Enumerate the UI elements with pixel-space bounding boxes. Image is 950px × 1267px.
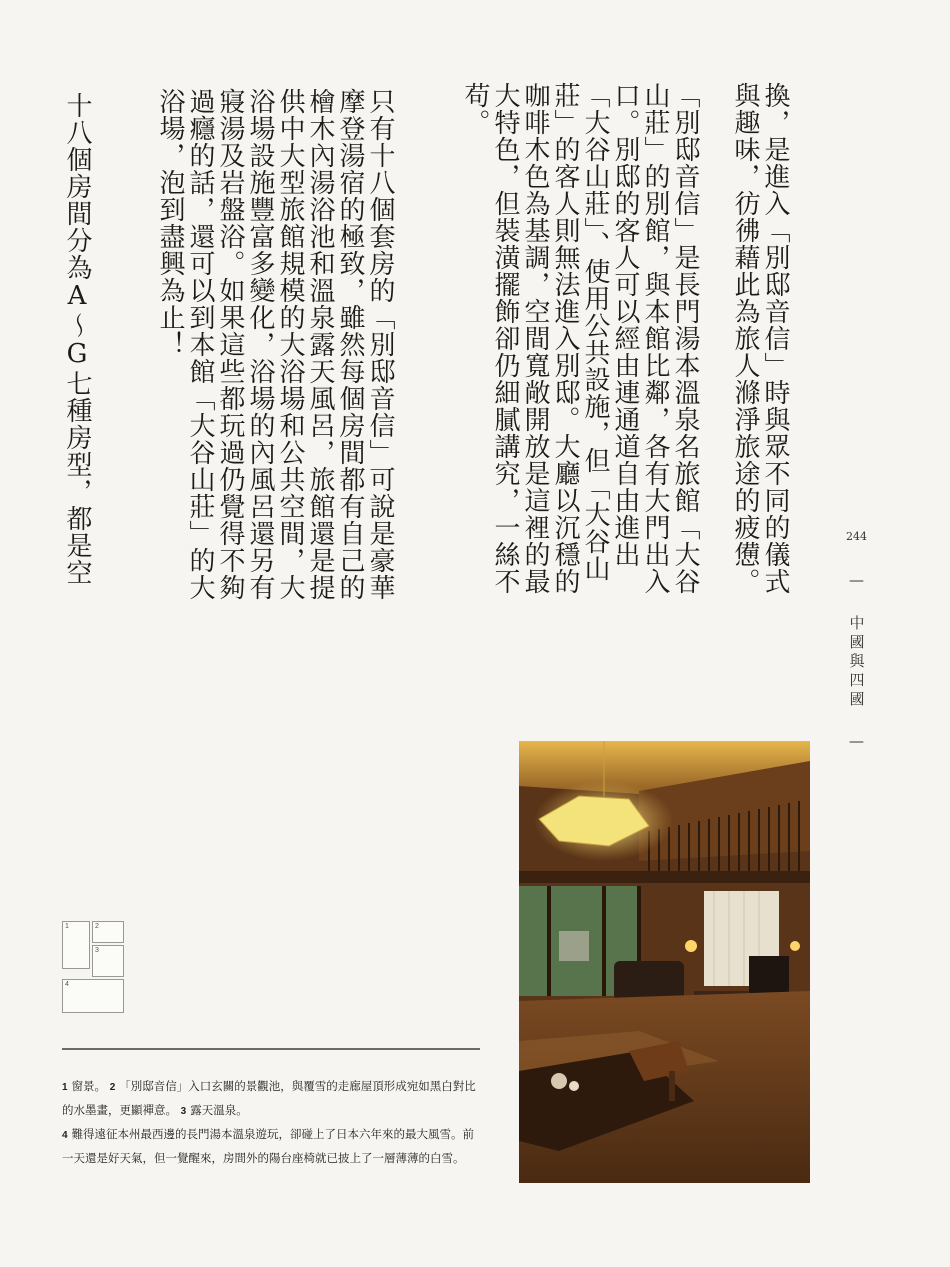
thumb-2: 2 xyxy=(92,921,124,943)
text-column: 莊」的客人則無法進入別邸。大廳以沉穩的 xyxy=(550,82,580,595)
page-number: 244 xyxy=(846,530,867,543)
text-column: 與趣味，彷彿藉此為旅人滌淨旅途的疲憊。 xyxy=(730,82,760,595)
text-column: 咖啡木色為基調，空間寬敞開放是這裡的最 xyxy=(520,82,550,595)
text-column: 口。別邸的客人可以經由連通道自由進出 xyxy=(610,82,640,568)
text-block-left xyxy=(58,92,92,586)
caption-number: 1 xyxy=(62,1082,68,1093)
text-column: 苟。 xyxy=(460,82,490,136)
caption-divider xyxy=(62,1048,480,1050)
thumb-3: 3 xyxy=(92,945,124,977)
text-column: 「別邸音信」是長門湯本溫泉名旅館「大谷 xyxy=(670,82,700,595)
caption-text: 窗景。 xyxy=(71,1079,107,1093)
thumb-4: 4 xyxy=(62,979,124,1013)
text-column: 浴場設施豐富多變化，浴場的內風呂還另有 xyxy=(245,88,275,601)
text-column: 山莊」的別館，與本館比鄰，各有大門出入 xyxy=(640,82,670,595)
text-column: 只有十八個套房的「別邸音信」可說是豪華 xyxy=(365,88,395,601)
caption-number: 4 xyxy=(62,1130,68,1141)
text-column: 「大谷山莊」、使用公共設施，但「大谷山 xyxy=(580,82,610,582)
photo-captions xyxy=(62,1075,484,1169)
thumb-1: 1 xyxy=(62,921,90,969)
caption-text: 「別邸音信」入口玄關的景觀池，與覆雪的走廊屋頂形成宛如黑白對比的水墨畫，更顯禪意。 xyxy=(62,1079,476,1117)
caption-number: 2 xyxy=(109,1082,116,1093)
text-column: 摩登湯宿的極致，雖然每個房間都有自己的 xyxy=(335,88,365,601)
text-block-top xyxy=(440,82,790,595)
text-column: 換，是進入「別邸音信」時與眾不同的儀式 xyxy=(760,82,790,595)
caption-text: 難得遠征本州最西邊的長門湯本溫泉遊玩，卻碰上了日本六年來的最大風雪。前一天還是好天氣，但一覺醒來，房間外的陽台座椅就已披上了一層薄薄的白雪。 xyxy=(62,1127,475,1165)
text-column: 寢湯及岩盤浴。如果這些都玩過仍覺得不夠 xyxy=(215,88,245,601)
text-column: 浴場，泡到盡興為止！ xyxy=(155,88,185,358)
section-title: — 中國與四國 — xyxy=(847,571,866,754)
text-column: 供中大型旅館規模的大浴場和公共空間，大 xyxy=(275,88,305,601)
text-column: 檜木內湯浴池和溫泉露天風呂，旅館還是提 xyxy=(305,88,335,601)
text-column: 十八個房間分為A～G七種房型，都是空 xyxy=(62,92,92,586)
lobby-photo xyxy=(519,741,810,1183)
caption-number: 3 xyxy=(180,1106,187,1117)
text-column: 過癮的話，還可以到本館「大谷山莊」的大 xyxy=(185,88,215,601)
photo-layout-key xyxy=(62,921,124,1013)
text-block-middle xyxy=(130,88,395,601)
running-head xyxy=(846,530,868,754)
text-column: 大特色，但裝潢擺飾卻仍細膩講究，一絲不 xyxy=(490,82,520,595)
caption-text: 露天溫泉。 xyxy=(190,1103,248,1117)
